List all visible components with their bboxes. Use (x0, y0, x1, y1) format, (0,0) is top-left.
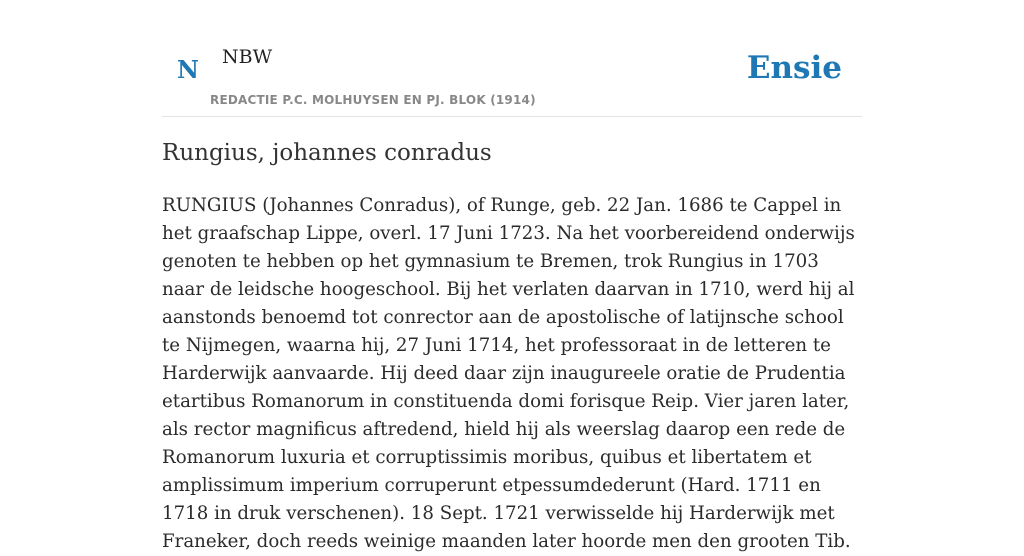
brand-logo-link[interactable]: Ensie (746, 50, 842, 86)
article-body: RUNGIUS (Johannes Conradus), of Runge, geb. 22 Jan. 1686 te Cappel in het graafschap Lippe, overl. 17 Juni 1723. Na het voorbereidend onderwijs genoten te hebben op het gymnasium te Bremen, trok Rungius in 1703 naar de leidsche hoogeschool. Bij het verlaten daarvan in 1710, werd hij al aanstonds benoemd tot conrector aan de apostolische of latijnsche school te Nijmegen, waarna hij, 27 Juni 1714, het professoraat in de letteren te Harderwijk aanvaarde. Hij deed daar zijn inaugureele oratie de Prudentia etartibus Romanorum in constituenda domi forisque Reip. Vier jaren later, als rector magnificus aftredend, hield hij als weerslag daarop een rede de Romanorum luxuria et corruptissimis moribus, quibus et libertatem et amplissimum imperium corruperunt etpessumdederunt (Hard. 1711 en 1718 in druk verschenen). 18 Sept. 1721 verwisselde hij Harderwijk met Franeker, doch reeds weinige maanden later hoorde men den grooten Tib. (162, 195, 855, 552)
source-subtitle: REDACTIE P.C. MOLHUYSEN EN PJ. BLOK (1914) (210, 93, 536, 107)
source-name: NBW (222, 46, 273, 68)
source-logo-letter: N (177, 55, 199, 84)
article-title: Rungius, johannes conradus (162, 140, 492, 166)
page-header (162, 0, 862, 117)
